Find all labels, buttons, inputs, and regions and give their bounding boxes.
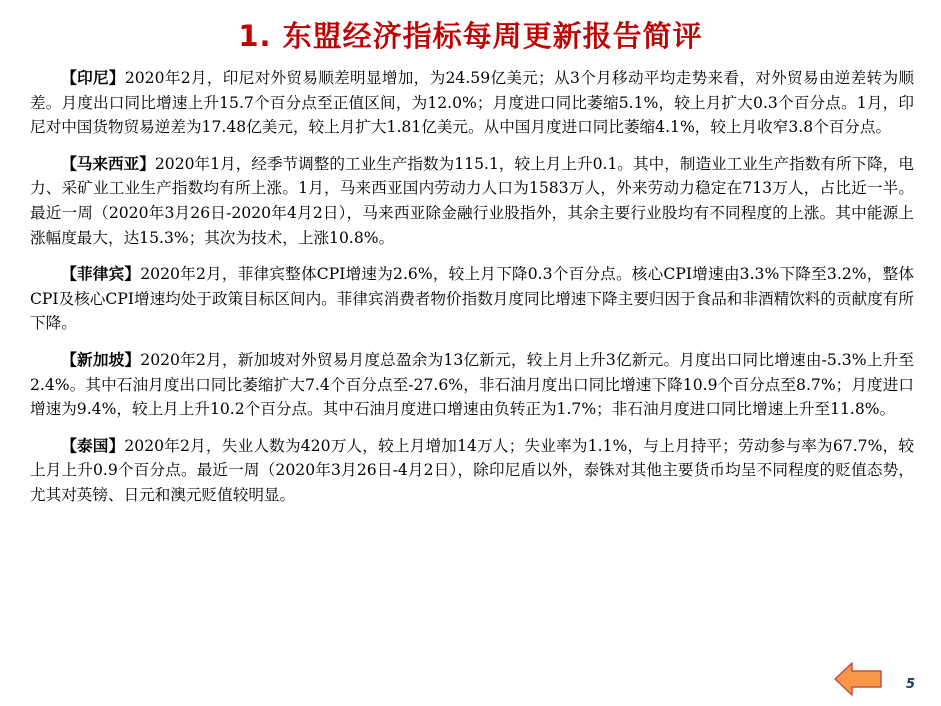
paragraph-philippines <box>30 262 914 336</box>
report-body <box>30 66 914 520</box>
paragraph-text: 2020年2月，印尼对外贸易顺差明显增加，为24.59亿美元；从3个月移动平均走势来看，对外贸易由逆差转为顺差。月度出口同比增速上升15.7个百分点至正值区间，为12.0%；月度进口同比萎缩5.1%，较上月扩大0.3个百分点。1月，印尼对中国货物贸易逆差为17.48亿美元，较上月扩大1.81亿美元。从中国月度进口同比萎缩4.1%，较上月收窄3.8个百分点。 <box>30 69 914 137</box>
left-arrow-icon[interactable] <box>833 661 883 697</box>
paragraph-malaysia <box>30 152 914 250</box>
country-tag: 【菲律宾】 <box>61 265 141 284</box>
paragraph-text: 2020年1月，经季节调整的工业生产指数为115.1，较上月上升0.1。其中，制造业工业生产指数有所下降，电力、采矿业工业生产指数均有所上涨。1月，马来西亚国内劳动力人口为1583万人，外来劳动力稳定在713万人，占比近一半。最近一周（2020年3月26日-2020年4月2日），马来西亚除金融行业股指外，其余主要行业股均有不同程度的上涨。其中能源上涨幅度最大，达15.3%；其次为技术，上涨10.8%。 <box>30 154 914 247</box>
back-button[interactable] <box>833 661 883 697</box>
country-tag: 【泰国】 <box>61 436 125 455</box>
country-tag: 【新加坡】 <box>61 350 141 369</box>
country-tag: 【马来西亚】 <box>61 154 155 173</box>
country-tag: 【印尼】 <box>61 69 125 87</box>
page-title: 1. 东盟经济指标每周更新报告简评 <box>238 19 703 53</box>
paragraph-text: 2020年2月，新加坡对外贸易月度总盈余为13亿新元，较上月上升3亿新元。月度出口同比增速由-5.3%上升至2.4%。其中石油月度出口同比萎缩扩大7.4个百分点至-27.6%，非石油月度出口同比增速下降10.9个百分点至8.7%；月度进口增速为9.4%，较上月上升10.2个百分点。其中石油月度进口增速由负转正为1.7%；非石油月度进口同比增速上升至11.8%。 <box>30 350 914 419</box>
paragraph-indonesia <box>30 66 914 140</box>
page-number: 5 <box>906 677 916 692</box>
paragraph-singapore <box>30 348 914 422</box>
paragraph-thailand <box>30 434 914 508</box>
paragraph-text: 2020年2月，菲律宾整体CPI增速为2.6%，较上月下降0.3个百分点。核心CPI增速由3.3%下降至3.2%，整体CPI及核心CPI增速均处于政策目标区间内。菲律宾消费者物价指数月度同比增速下降主要归因于食品和非酒精饮料的贡献度有所下降。 <box>30 265 914 333</box>
paragraph-text: 2020年2月，失业人数为420万人，较上月增加14万人；失业率为1.1%，与上月持平；劳动参与率为67.7%，较上月上升0.9个百分点。最近一周（2020年3月26日-4月2日），除印尼盾以外，泰铢对其他主要货币均呈不同程度的贬值态势，尤其对英镑、日元和澳元贬值较明显。 <box>30 436 914 504</box>
